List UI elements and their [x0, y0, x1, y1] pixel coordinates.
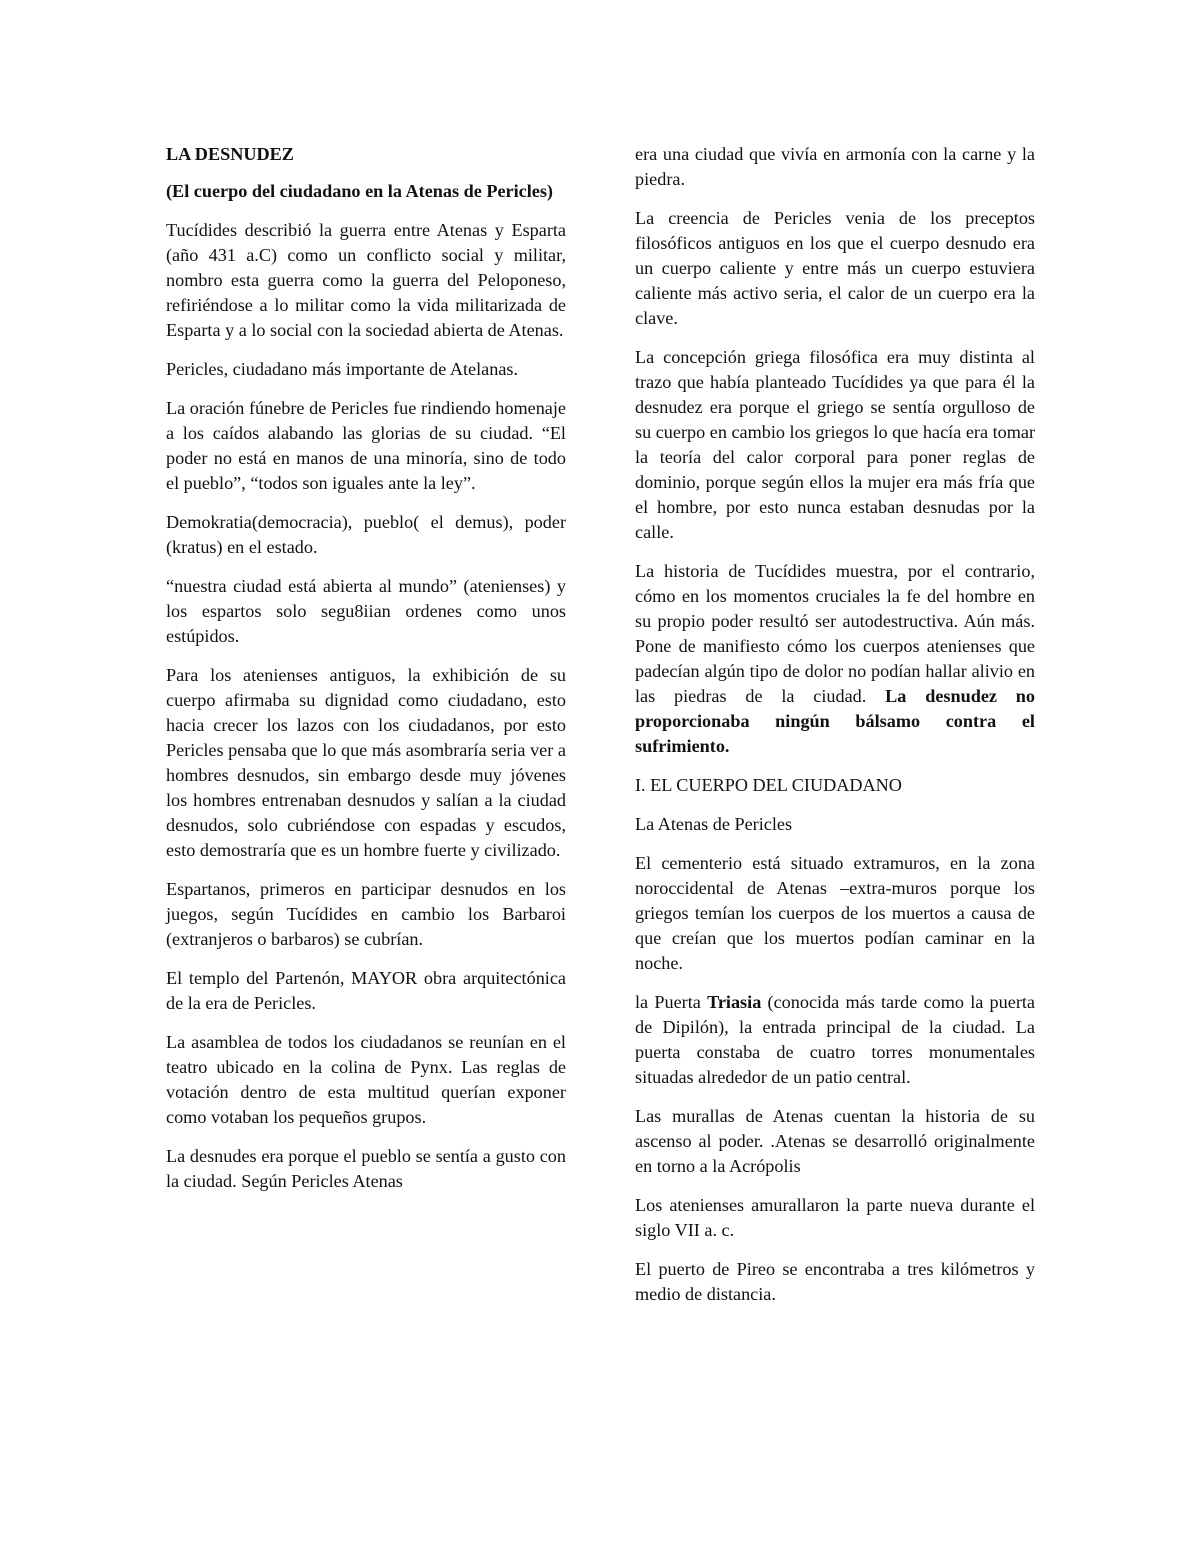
paragraph: Tucídides describió la guerra entre Atenas y Esparta (año 431 a.C) como un conflicto social y militar, nombro esta guerra como la guerra del Peloponeso, refiriéndose a lo militar como la vida militarizada de Esparta y a lo social con la sociedad abierta de Atenas. [166, 220, 566, 340]
right-column [635, 142, 1035, 1321]
paragraph: Pericles, ciudadano más importante de Atelanas. [166, 359, 519, 379]
paragraph: La oración fúnebre de Pericles fue rindiendo homenaje a los caídos alabando las glorias de su ciudad. “El poder no está en manos de una minoría, sino de todo el pueblo”, “todos son iguales ante la ley”. [166, 398, 566, 493]
document-title: LA DESNUDEZ [166, 144, 294, 164]
paragraph: “nuestra ciudad está abierta al mundo” (atenienses) y los espartos solo segu8iian ordenes como unos estúpidos. [166, 576, 566, 646]
paragraph: El puerto de Pireo se encontraba a tres kilómetros y medio de distancia. [635, 1259, 1035, 1304]
paragraph: Las murallas de Atenas cuentan la historia de su ascenso al poder. .Atenas se desarrolló originalmente en torno a la Acrópolis [635, 1106, 1035, 1176]
paragraph: La concepción griega filosófica era muy distinta al trazo que había planteado Tucídides ya que para él la desnudez era porque el griego se sentía orgulloso de su cuerpo en cambio los griegos lo que hacía era tomar la teoría del calor corporal para poner reglas de dominio, porque según ellos la mujer era más fría que el hombre, por esto nunca estaban desnudas por la calle. [635, 347, 1035, 542]
bold-term: Triasia [707, 992, 762, 1012]
paragraph: Los atenienses amurallaron la parte nueva durante el siglo VII a. c. [635, 1195, 1035, 1240]
paragraph-text: la Puerta [635, 992, 708, 1012]
paragraph-text: (conocida más tarde como la puerta de Dipilón), la entrada principal de la ciudad. La puerta constaba de cuatro torres monumentales situadas alrededor de un patio central. [635, 992, 1036, 1087]
paragraph: Demokratia(democracia), pueblo( el demus), poder (kratus) en el estado. [166, 512, 566, 557]
paragraph: Espartanos, primeros en participar desnudos en los juegos, según Tucídides en cambio los Barbaroi (extranjeros o barbaros) se cubrían. [166, 879, 566, 949]
paragraph-text: La historia de Tucídides muestra, por el contrario, cómo en los momentos cruciales la fe del hombre en su propio poder resultó ser autodestructiva. Aún más. Pone de manifiesto cómo los cuerpos atenienses que padecían algún tipo de dolor no podían hallar alivio en las piedras de la ciudad. [635, 561, 1035, 706]
document-subtitle: (El cuerpo del ciudadano en la Atenas de Pericles) [166, 181, 553, 201]
subsection-heading: La Atenas de Pericles [635, 814, 793, 834]
left-column [166, 142, 566, 1208]
paragraph [635, 990, 1035, 1090]
paragraph: Para los atenienses antiguos, la exhibición de su cuerpo afirmaba su dignidad como ciudadano, esto hacia crecer los lazos con los ciudadanos, por esto Pericles pensaba que lo que más asombraría seria ver a hombres desnudos, sin embargo desde muy jóvenes los hombres entrenaban desnudos y salían a la ciudad desnudos, solo cubriéndose con espadas y escudos, esto demostraría que es un hombre fuerte y civilizado. [166, 665, 566, 860]
paragraph: era una ciudad que vivía en armonía con la carne y la piedra. [635, 144, 1035, 189]
bold-statement: La desnudez no proporcionaba ningún bálsamo contra el sufrimiento. [635, 686, 1035, 756]
paragraph: La desnudes era porque el pueblo se sentía a gusto con la ciudad. Según Pericles Atenas [166, 1146, 566, 1191]
paragraph: El templo del Partenón, MAYOR obra arquitectónica de la era de Pericles. [166, 968, 566, 1013]
paragraph [635, 559, 1035, 759]
section-heading: I. EL CUERPO DEL CIUDADANO [635, 775, 902, 795]
paragraph: El cementerio está situado extramuros, en la zona noroccidental de Atenas –extra-muros porque los griegos temían los cuerpos de los muertos a causa de que creían que los muertos podían caminar en la noche. [635, 853, 1035, 973]
paragraph: La asamblea de todos los ciudadanos se reunían en el teatro ubicado en la colina de Pynx. Las reglas de votación dentro de esta multitud querían exponer como votaban los pequeños grupos. [166, 1032, 566, 1127]
paragraph: La creencia de Pericles venia de los preceptos filosóficos antiguos en los que el cuerpo desnudo era un cuerpo caliente y entre más un cuerpo estuviera caliente más activo seria, el calor de un cuerpo era la clave. [635, 208, 1035, 328]
